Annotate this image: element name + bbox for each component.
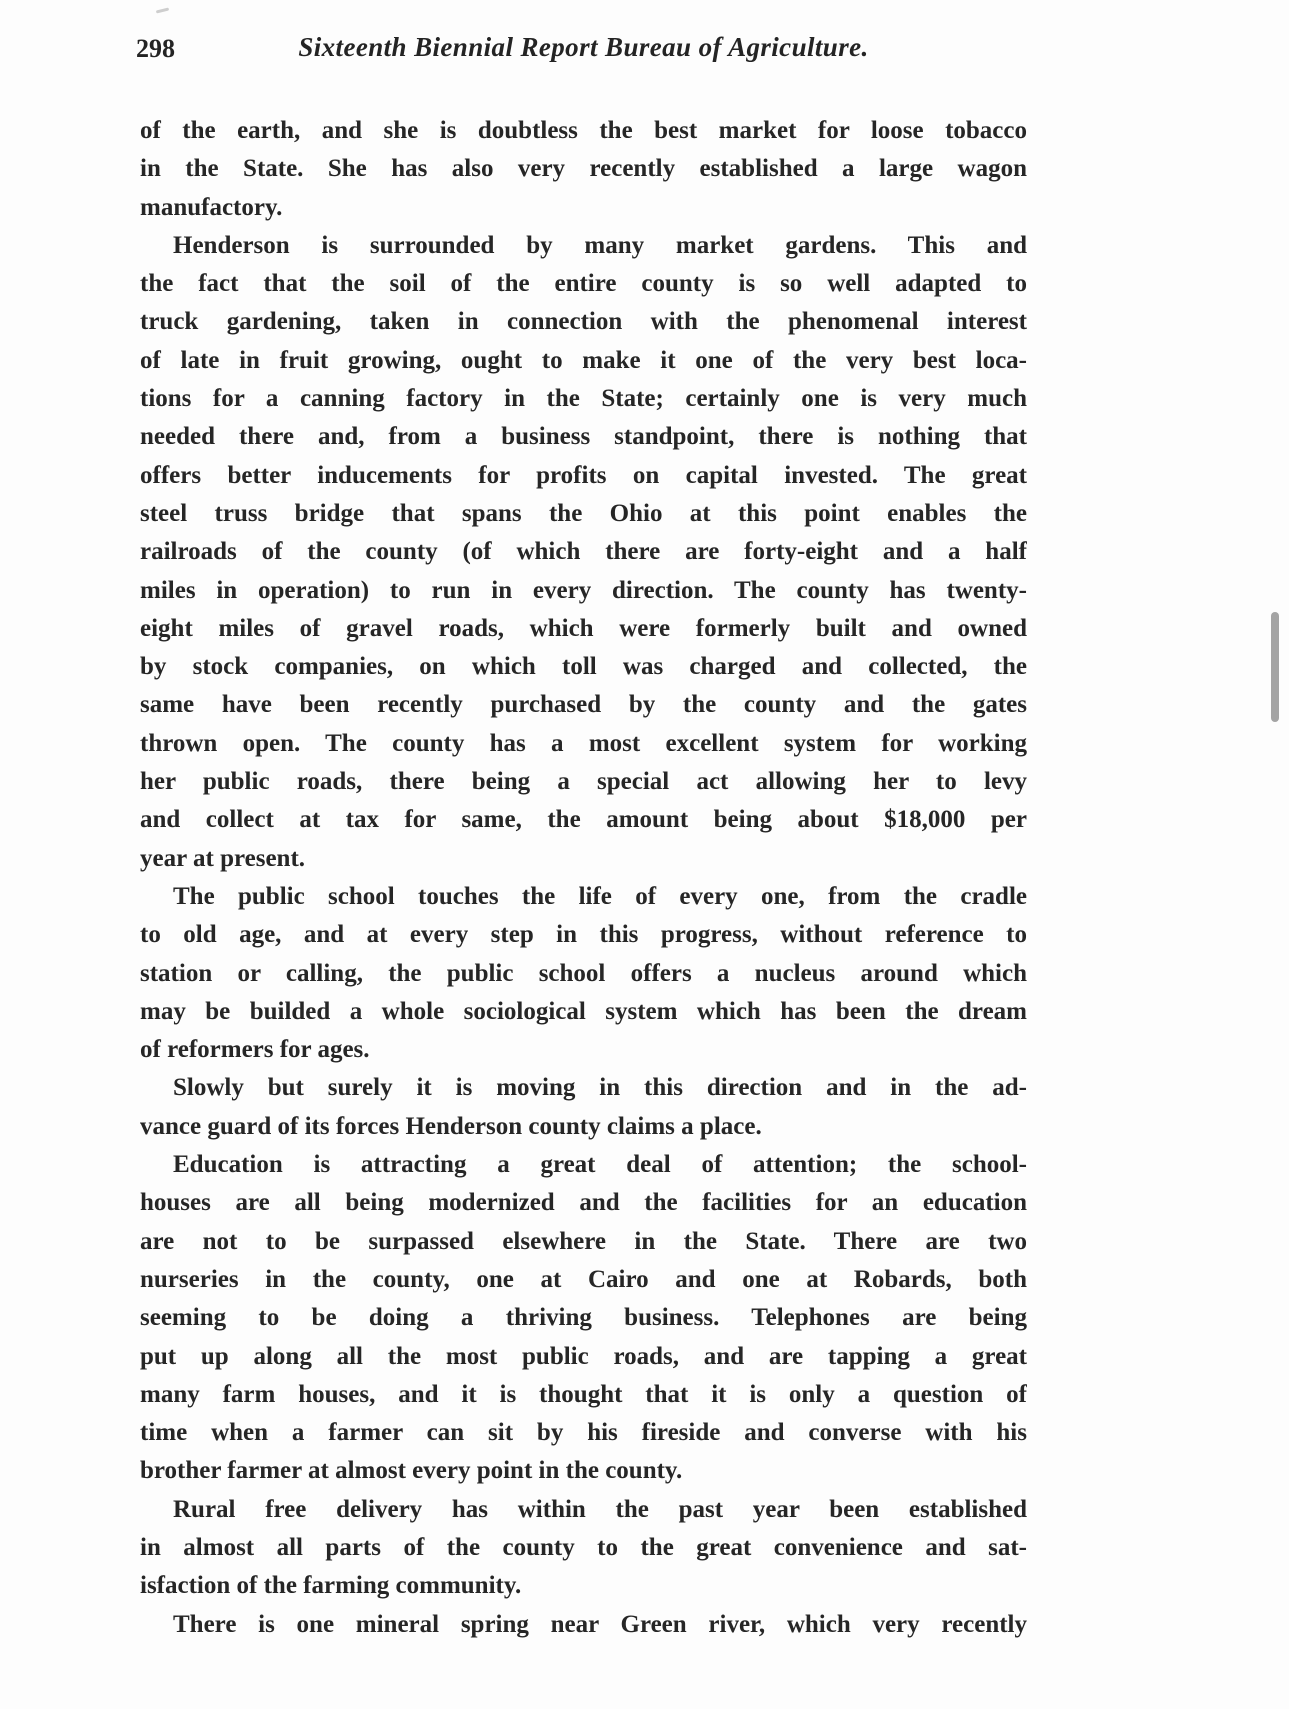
page-number: 298 (136, 34, 175, 63)
text-line: in the State. She has also very recently established a large wagon (140, 155, 1027, 183)
text-line: needed there and, from a business standpoint, there is nothing that (140, 423, 1027, 451)
text-line: the fact that the soil of the entire county is so well adapted to (140, 270, 1027, 298)
text-line: vance guard of its forces Henderson county claims a place. (140, 1112, 762, 1140)
text-line: manufactory. (140, 193, 283, 221)
text-line: her public roads, there being a special act allowing her to levy (140, 768, 1027, 796)
text-line: The public school touches the life of every one, from the cradle (173, 882, 1027, 910)
text-line: of reformers for ages. (140, 1036, 370, 1064)
page-text (140, 112, 1027, 1644)
text-line: Rural free delivery has within the past year been established (173, 1495, 1027, 1523)
text-line: isfaction of the farming community. (140, 1572, 522, 1600)
text-line: thrown open. The county has a most excellent system for working (140, 729, 1027, 757)
running-title: Sixteenth Biennial Report Bureau of Agriculture. (298, 32, 869, 62)
text-line: may be builded a whole sociological system which has been the dream (140, 997, 1027, 1025)
text-line: time when a farmer can sit by his fireside and converse with his (140, 1419, 1027, 1447)
text-line: railroads of the county (of which there are forty-eight and a half (140, 538, 1027, 566)
text-line: many farm houses, and it is thought that it is only a question of (140, 1380, 1027, 1408)
text-line: year at present. (140, 844, 306, 872)
text-line: and collect at tax for same, the amount being about $18,000 per (140, 806, 1027, 834)
text-line: Henderson is surrounded by many market gardens. This and (173, 231, 1027, 259)
scrollbar-thumb[interactable] (1271, 612, 1279, 722)
text-line: offers better inducements for profits on capital invested. The great (140, 461, 1027, 489)
text-line: tions for a canning factory in the State; certainly one is very much (140, 385, 1027, 413)
text-line: Slowly but surely it is moving in this direction and in the ad- (173, 1074, 1027, 1102)
text-line: miles in operation) to run in every direction. The county has twenty- (140, 576, 1027, 604)
scan-artifact-mark (156, 7, 169, 13)
text-line: eight miles of gravel roads, which were formerly built and owned (140, 614, 1027, 642)
text-line: of the earth, and she is doubtless the best market for loose tobacco (140, 117, 1027, 144)
text-line: Education is attracting a great deal of attention; the school- (173, 1151, 1027, 1179)
text-line: station or calling, the public school offers a nucleus around which (140, 959, 1027, 987)
text-line: in almost all parts of the county to the great convenience and sat- (140, 1533, 1027, 1561)
page-header (136, 32, 1027, 72)
text-line: are not to be surpassed elsewhere in the State. There are two (140, 1227, 1027, 1255)
text-line: to old age, and at every step in this progress, without reference to (140, 921, 1027, 949)
text-line: There is one mineral spring near Green river, which very recently (173, 1610, 1027, 1638)
text-line: put up along all the most public roads, and are tapping a great (140, 1342, 1027, 1370)
text-line: nurseries in the county, one at Cairo and one at Robards, both (140, 1265, 1027, 1293)
text-line: of late in fruit growing, ought to make it one of the very best loca- (140, 346, 1027, 374)
text-line: steel truss bridge that spans the Ohio at this point enables the (140, 499, 1027, 527)
text-line: by stock companies, on which toll was charged and collected, the (140, 653, 1027, 681)
text-line: truck gardening, taken in connection with the phenomenal interest (140, 308, 1027, 336)
text-line: seeming to be doing a thriving business. Telephones are being (140, 1304, 1027, 1332)
text-line: houses are all being modernized and the facilities for an education (140, 1189, 1027, 1217)
text-line: brother farmer at almost every point in the county. (140, 1457, 683, 1485)
text-line: same have been recently purchased by the county and the gates (140, 691, 1027, 719)
